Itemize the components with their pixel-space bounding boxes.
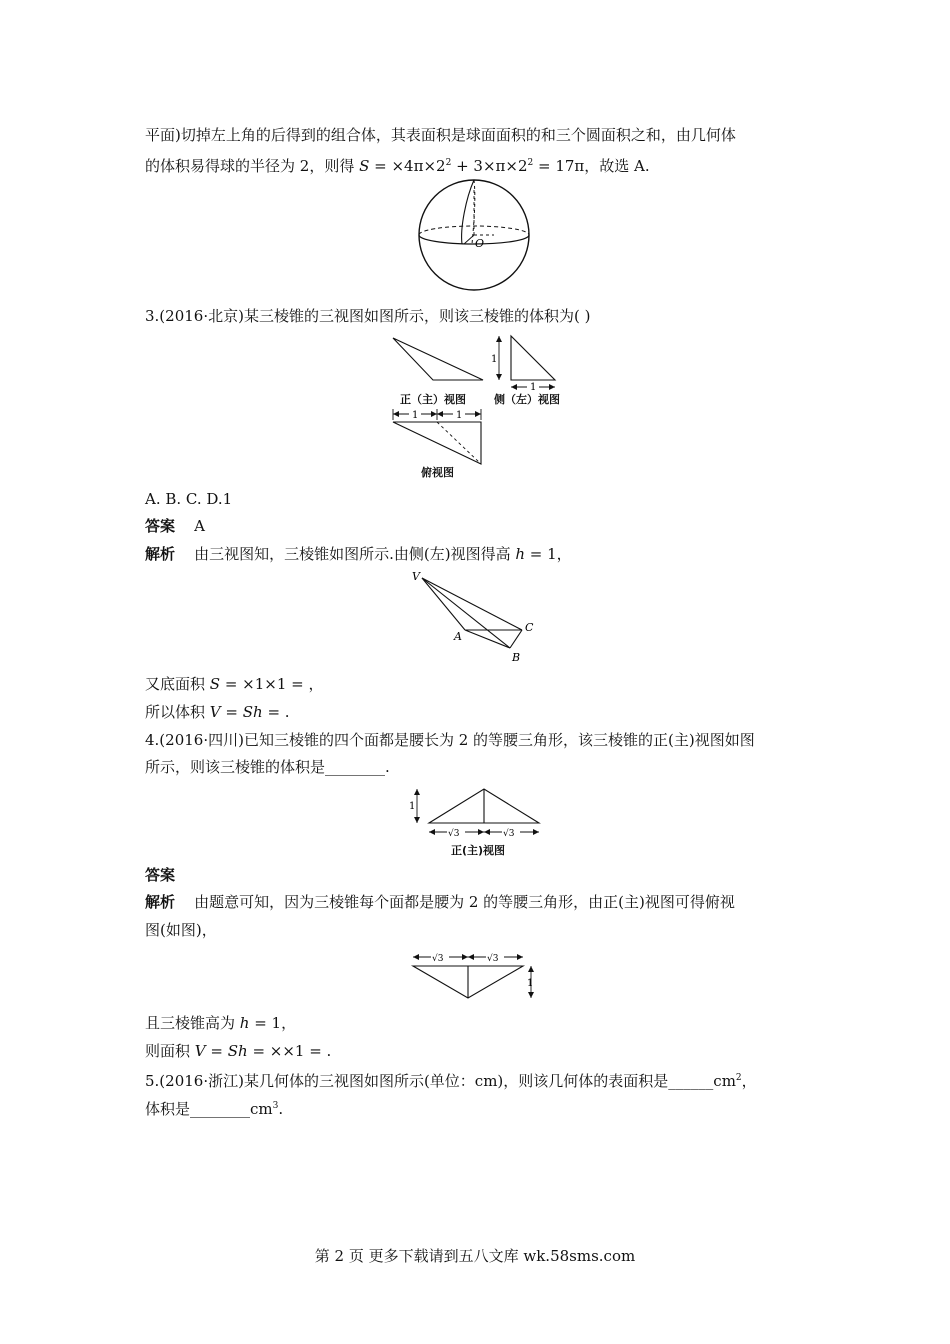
page-footer: 第 2 页 更多下载请到五八文库 wk.58sms.com: [314, 1247, 636, 1265]
vertex-c-label: C: [525, 621, 534, 634]
vertex-b-label: B: [512, 651, 521, 664]
question-4-line-1: 4.(2016·四川)已知三棱锥的四个面都是腰长为 2 的等腰三角形，该三棱锥的正(主)视图如图: [145, 731, 755, 749]
side-height-dim: 1: [491, 354, 498, 365]
top-view-label: 俯视图: [421, 466, 454, 479]
q3-analysis: 解析 由三视图知，三棱锥如图所示.由侧(左)视图得高 h = 1，: [145, 545, 572, 563]
q4-volume: 则面积 V = Sh = ××1 = .: [145, 1042, 332, 1060]
question-5-line-1: 5.(2016·浙江)某几何体的三视图如图所示(单位：cm)，则该几何体的表面积是$\_\_\_\_\_\_cm^2$，: [145, 1072, 757, 1090]
q4-answer: 答案: [145, 866, 176, 884]
q4-front-view-label: 正(主)视图: [451, 844, 506, 857]
side-width-dim: 1: [530, 382, 537, 393]
q4-top-dim-sqrt3-right: √3: [487, 954, 499, 964]
q3-volume: 所以体积 V = Sh = .: [145, 703, 290, 721]
top-dim-1: 1: [412, 410, 419, 421]
q4-dim-sqrt3-right: √3: [503, 829, 515, 837]
front-view-label: 正（主）视图: [400, 393, 466, 406]
text-line-2: 的体积易得球的半径为 2，则得 $S = \times 4\pi\times 2^2 + 3\times\pi\times 2^2 = 17\pi$，故选 A.: [145, 157, 650, 175]
vertex-a-label: A: [454, 630, 462, 643]
q4-top-height-dim: 1: [527, 978, 534, 989]
q4-analysis-line-2: 图(如图)，: [145, 921, 217, 939]
q4-top-view-figure: [405, 946, 545, 1004]
q3-answer: 答案 A: [145, 517, 205, 535]
top-dim-2: 1: [456, 410, 463, 421]
question-4-line-2: 所示，则该三棱锥的体积是________.: [145, 758, 390, 776]
q4-height: 且三棱锥高为 h = 1，: [145, 1014, 297, 1032]
question-5-line-2: 体积是$\_\_\_\_\_\_\_\_cm^3$.: [145, 1100, 284, 1118]
side-view-label: 侧（左）视图: [494, 393, 560, 406]
q3-options: A. B. C. D.1: [145, 490, 233, 508]
vertex-v-label: V: [412, 570, 420, 583]
q4-top-dim-sqrt3-left: √3: [432, 954, 444, 964]
sphere-center-label: O: [475, 237, 485, 250]
q4-height-dim: 1: [409, 801, 416, 812]
q4-front-view-figure: [405, 785, 545, 837]
pyramid-figure: [410, 568, 540, 666]
text-line-1: 平面)切掉左上角的后得到的组合体，其表面积是球面面积的和三个圆面积之和，由几何体: [145, 126, 736, 144]
q4-dim-sqrt3-left: √3: [448, 829, 460, 837]
q3-area: 又底面积 S = ×1×1 = ，: [145, 675, 324, 693]
q4-analysis-line-1: 解析 由题意可知，因为三棱锥每个面都是腰为 2 的等腰三角形，由正(主)视图可得俯视: [145, 893, 735, 911]
sphere-figure: [410, 178, 540, 293]
question-3: 3.(2016·北京)某三棱锥的三视图如图所示，则该三棱锥的体积为( ): [145, 307, 591, 325]
